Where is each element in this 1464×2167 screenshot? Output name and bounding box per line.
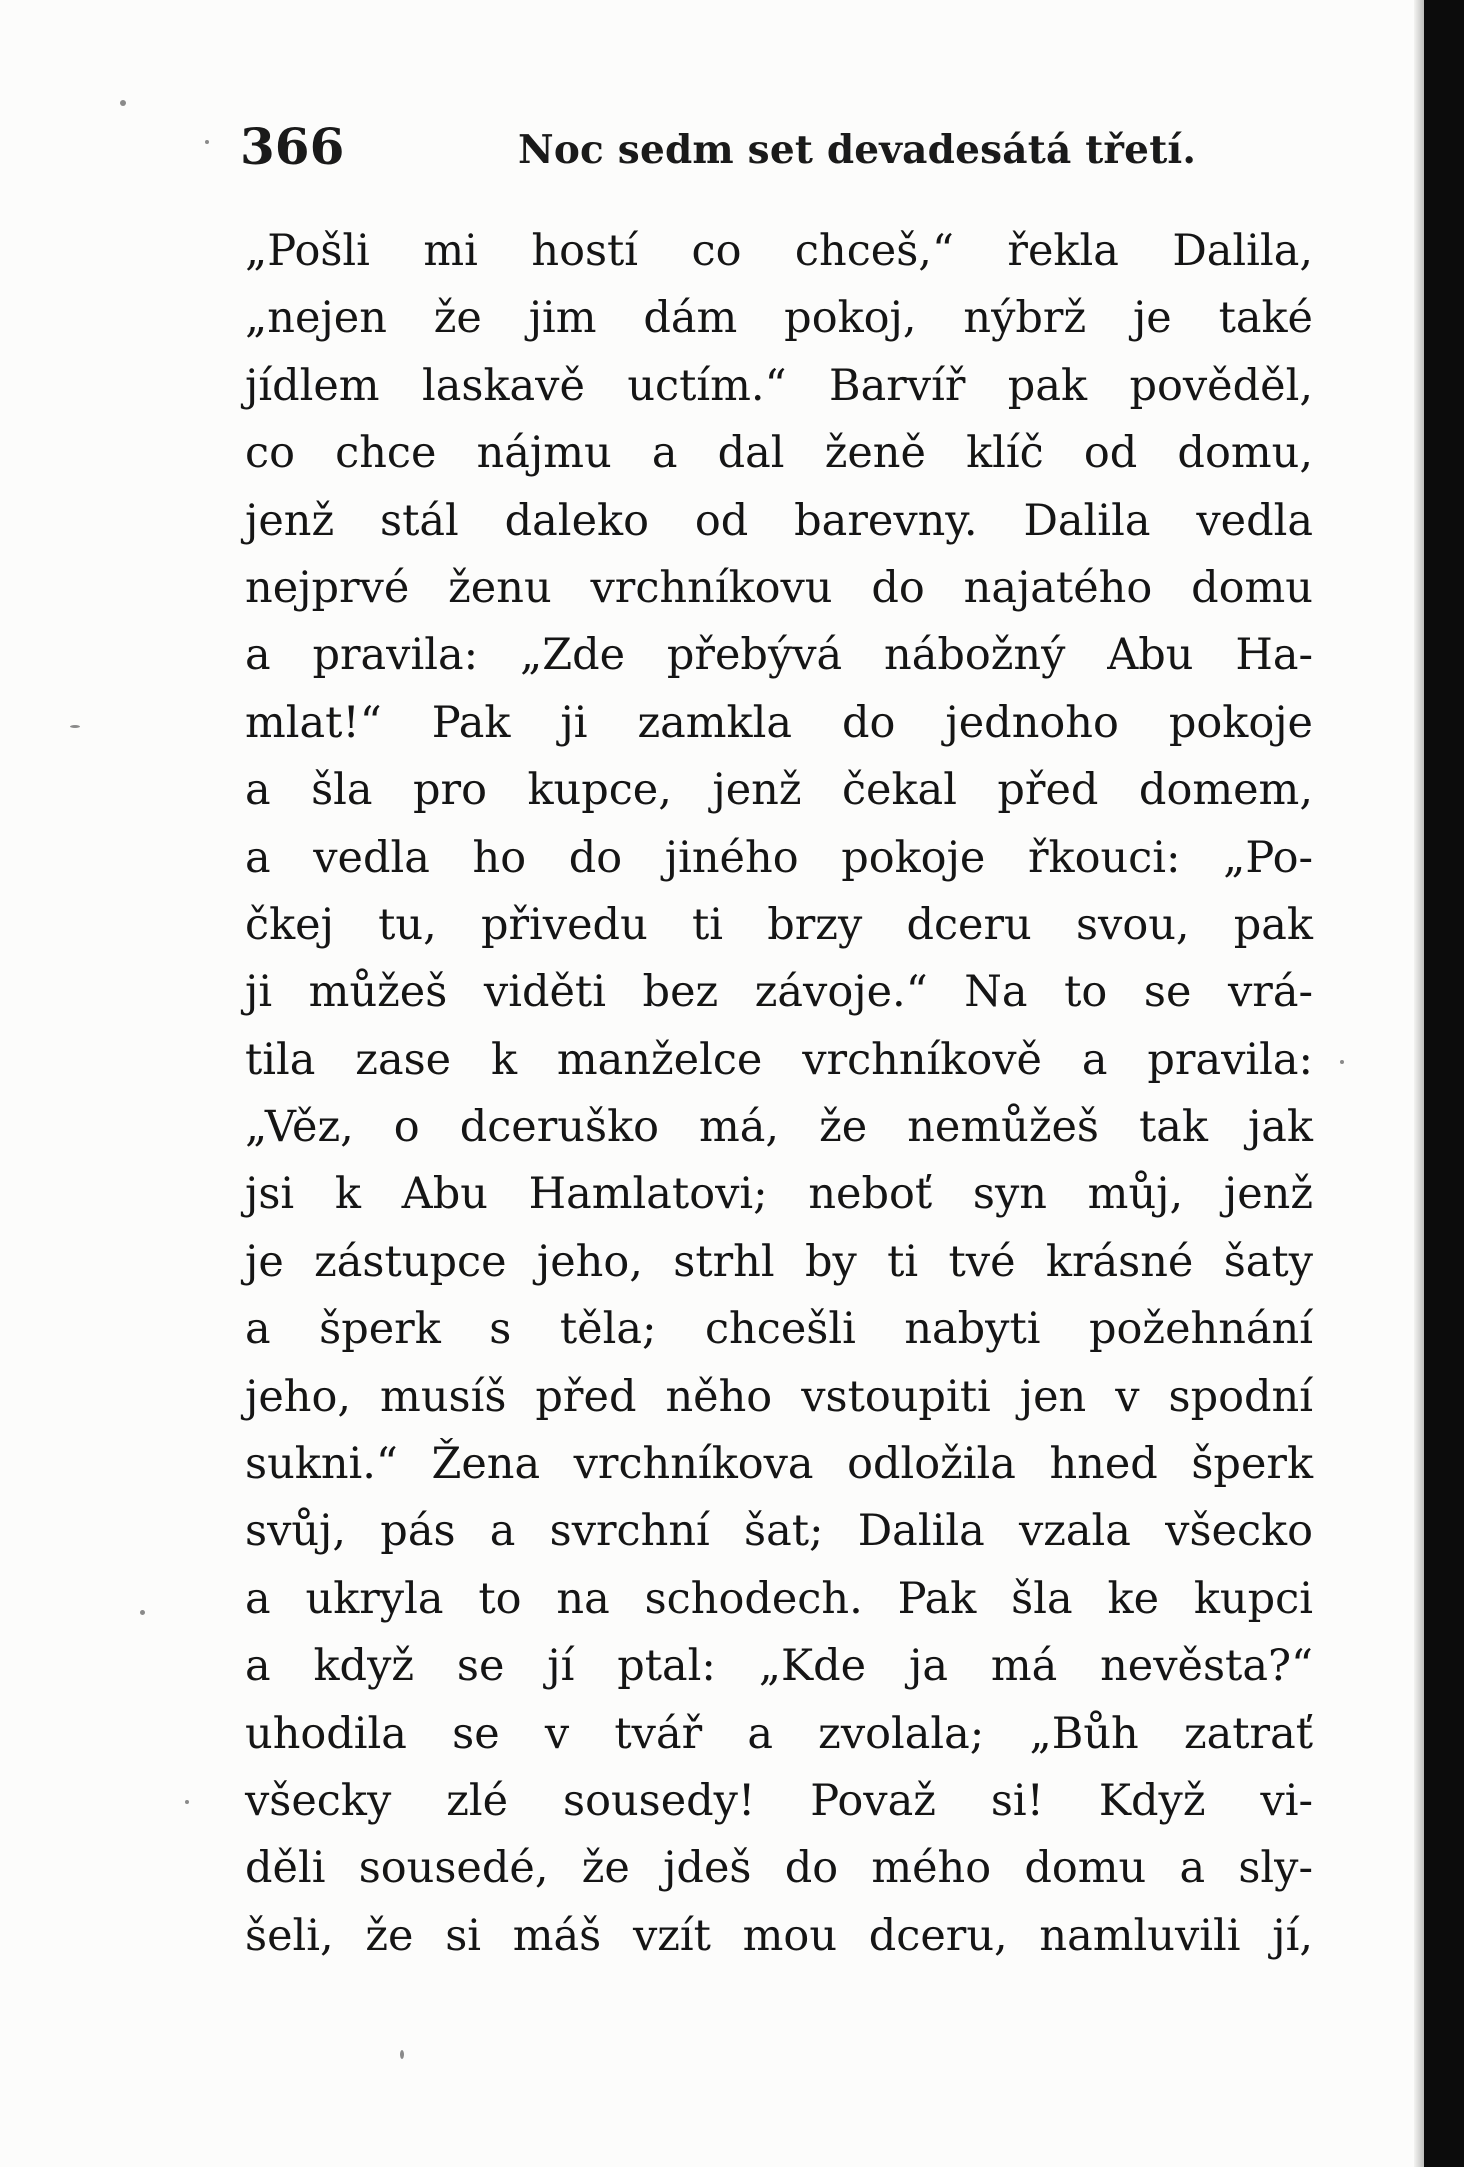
scan-speck: [1340, 1060, 1344, 1064]
scan-speck: [120, 100, 126, 106]
running-title: Noc sedm set devadesátá třetí.: [518, 127, 1197, 173]
text-line: sukni.“ Žena vrchníkova odložila hned šperk: [245, 1439, 1313, 1490]
text-line: čkej tu, přivedu ti brzy dceru svou, pak: [245, 899, 1313, 950]
scan-speck: [205, 140, 209, 144]
text-line: jsi k Abu Hamlatovi; neboť syn můj, jenž: [245, 1169, 1313, 1220]
text-line: „Pošli mi hostí co chceš,“ řekla Dalila,: [245, 226, 1313, 276]
text-line: a šla pro kupce, jenž čekal před domem,: [245, 765, 1313, 816]
scan-speck: [185, 1800, 189, 1804]
body-text: [245, 218, 1313, 1970]
text-line: a šperk s těla; chcešli nabyti požehnání: [245, 1304, 1313, 1355]
text-line: nejprvé ženu vrchníkovu do najatého domu: [245, 562, 1313, 613]
page-header: [240, 112, 1310, 182]
page-number: 366: [240, 117, 345, 176]
text-line: a když se jí ptal: „Kde ja má nevěsta?“: [245, 1641, 1313, 1692]
page-edge-shadow: [1414, 0, 1424, 2167]
text-line: děli sousedé, že jdeš do mého domu a sly-: [245, 1843, 1313, 1894]
text-line: tila zase k manželce vrchníkově a pravila:: [245, 1034, 1313, 1085]
text-line: mlat!“ Pak ji zamkla do jednoho pokoje: [245, 697, 1313, 748]
scan-speck: [400, 2050, 404, 2059]
text-line: všecky zlé sousedy! Považ si! Když vi-: [245, 1775, 1313, 1826]
text-line: je zástupce jeho, strhl by ti tvé krásné šaty: [245, 1236, 1313, 1287]
scan-border: [1424, 0, 1464, 2167]
scan-speck: [140, 1610, 145, 1615]
text-line: „Věz, o dceruško má, že nemůžeš tak jak: [245, 1102, 1313, 1153]
text-line: uhodila se v tvář a zvolala; „Bůh zatrať: [245, 1708, 1313, 1759]
text-line: šeli, že si máš vzít mou dceru, namluvili jí,: [245, 1910, 1313, 1961]
text-line: „nejen že jim dám pokoj, nýbrž je také: [245, 293, 1313, 344]
text-line: ji můžeš viděti bez závoje.“ Na to se vrá-: [245, 967, 1313, 1018]
text-line: a ukryla to na schodech. Pak šla ke kupci: [245, 1573, 1313, 1624]
text-line: jenž stál daleko od barevny. Dalila vedla: [245, 495, 1313, 546]
text-line: jeho, musíš před něho vstoupiti jen v spodní: [245, 1371, 1313, 1422]
text-line: a pravila: „Zde přebývá nábožný Abu Ha-: [245, 630, 1313, 681]
scan-speck: [70, 725, 80, 728]
text-line: a vedla ho do jiného pokoje řkouci: „Po-: [245, 832, 1313, 883]
text-line: svůj, pás a svrchní šat; Dalila vzala všecko: [245, 1506, 1313, 1557]
text-line: jídlem laskavě uctím.“ Barvíř pak pověděl,: [245, 360, 1313, 411]
text-line: co chce nájmu a dal ženě klíč od domu,: [245, 428, 1313, 479]
